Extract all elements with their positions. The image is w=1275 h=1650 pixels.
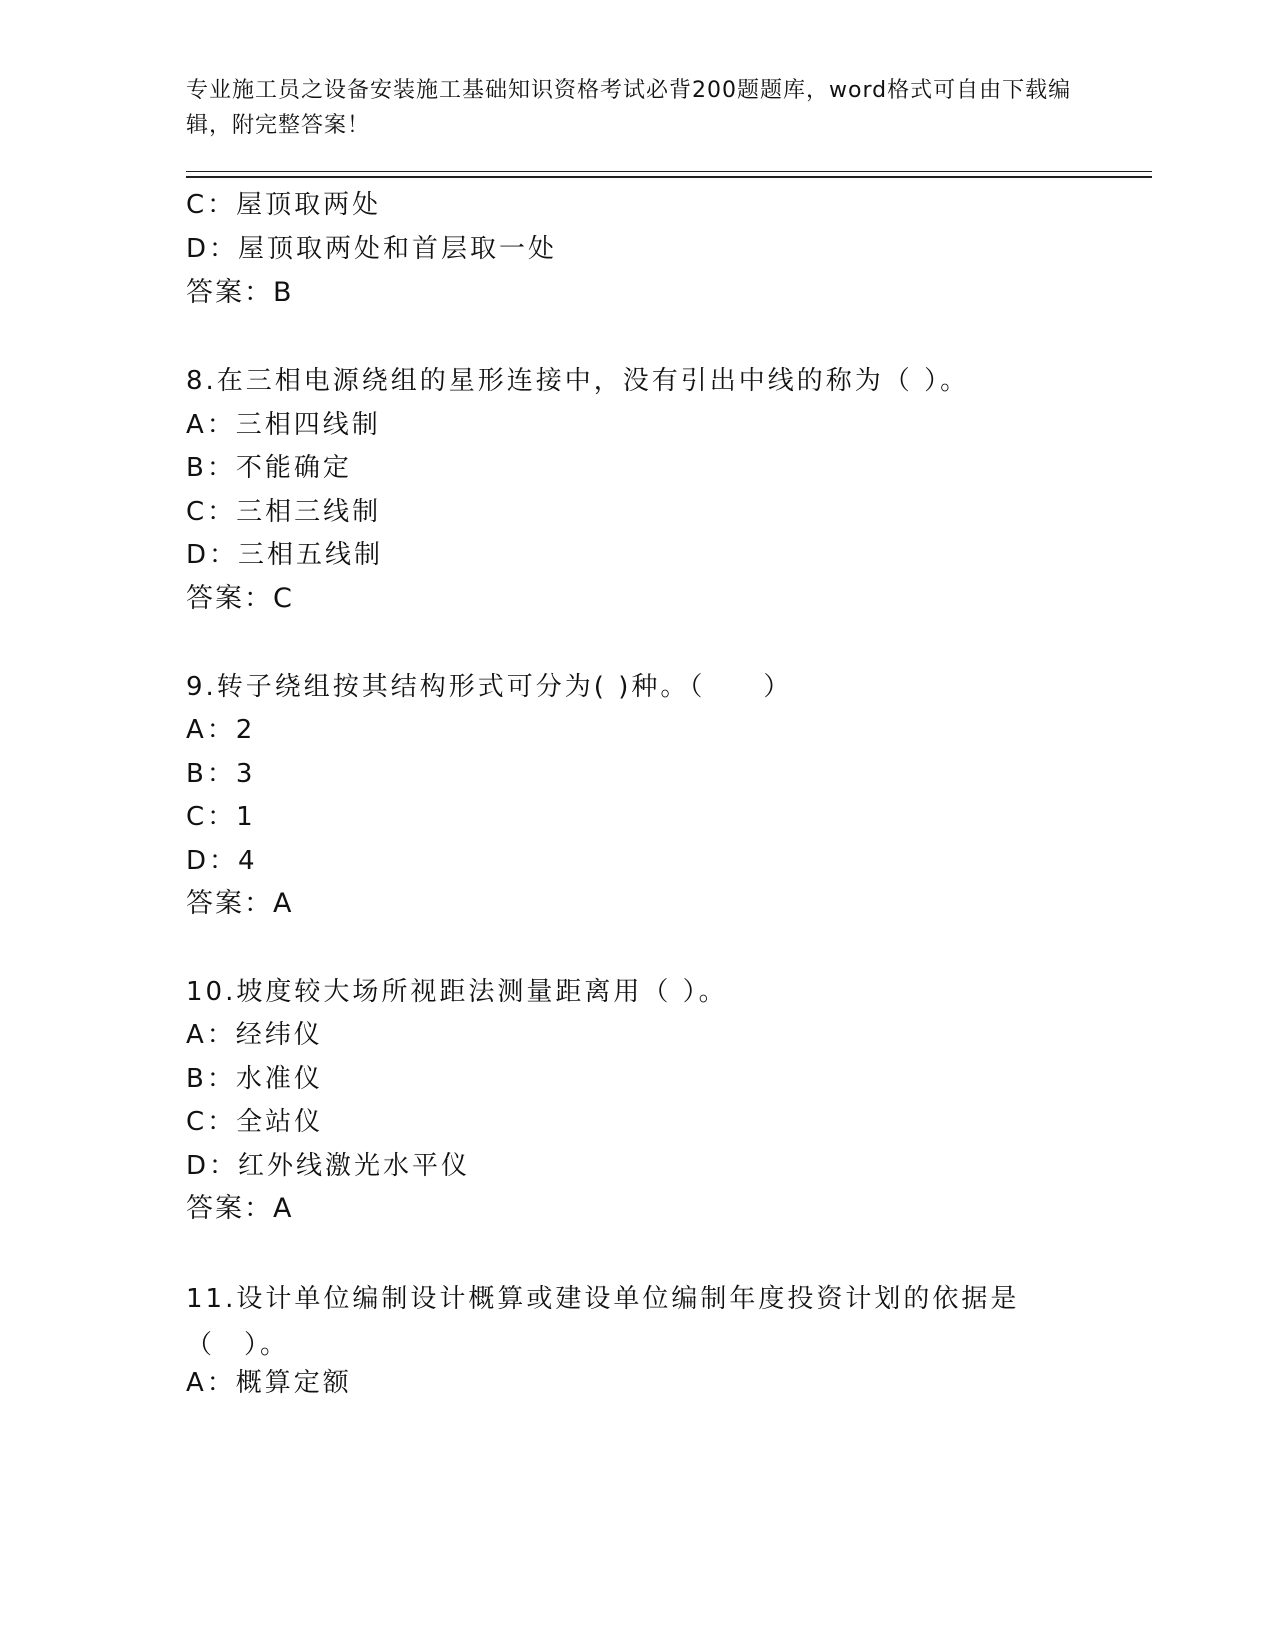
document-header-title: 专业施工员之设备安装施工基础知识资格考试必背200题题库，word格式可自由下载编辑，附完整答案！	[186, 78, 1072, 138]
question-8-stem: 8.在三相电源绕组的星形连接中，没有引出中线的称为（ ）。	[186, 366, 970, 396]
prev-answer: 答案：B	[186, 277, 294, 308]
question-10-option-a: A：经纬仪	[186, 1020, 323, 1050]
question-10-option-b: B：水准仪	[186, 1064, 323, 1094]
question-8-option-a: A：三相四线制	[186, 410, 381, 440]
prev-option-c: C：屋顶取两处	[186, 190, 382, 220]
question-8-option-d: D：三相五线制	[186, 540, 384, 570]
question-9-answer: 答案：A	[186, 888, 294, 919]
prev-option-d: D：屋顶取两处和首层取一处	[186, 234, 558, 264]
question-8-option-b: B：不能确定	[186, 453, 352, 483]
question-10-stem: 10.坡度较大场所视距法测量距离用（ ）。	[186, 977, 728, 1007]
question-9-option-a: A：2	[186, 715, 256, 745]
question-10-option-d: D：红外线激光水平仪	[186, 1151, 471, 1181]
question-10-option-c: C：全站仪	[186, 1107, 324, 1137]
question-8-answer: 答案：C	[186, 583, 294, 614]
question-9-option-b: B：3	[186, 759, 256, 789]
question-9-stem: 9.转子绕组按其结构形式可分为( )种。（ ）	[186, 672, 793, 702]
header-divider-bottom	[186, 176, 1152, 178]
question-9-option-d: D：4	[186, 846, 258, 876]
question-11-stem: 11.设计单位编制设计概算或建设单位编制年度投资计划的依据是（ ）。	[186, 1284, 1020, 1360]
question-8-option-c: C：三相三线制	[186, 497, 382, 527]
question-11-option-a: A：概算定额	[186, 1368, 352, 1398]
header-divider-top	[186, 171, 1152, 172]
question-9-option-c: C：1	[186, 802, 256, 832]
question-10-answer: 答案：A	[186, 1193, 294, 1224]
